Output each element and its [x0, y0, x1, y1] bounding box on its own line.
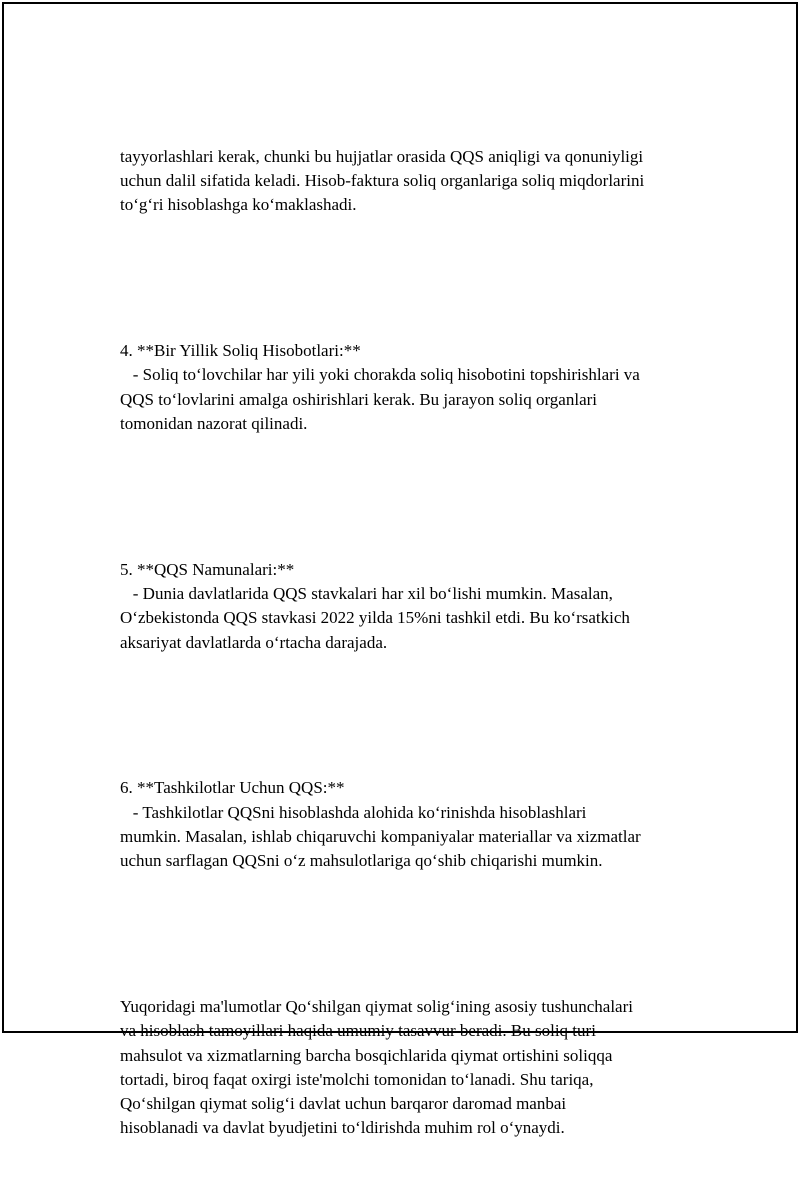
- paragraph-annual-tax-reports: 4. **Bir Yillik Soliq Hisobotlari:** - Soliq to‘lovchilar har yili yoki chorakda soliq hisobotini topshirishlari va QQS to‘lovlarini amalga oshirishlari kerak. Bu jarayon soliq organlari tomonidan nazorat qilinadi.: [120, 340, 640, 433]
- paragraph-conclusion: Yuqoridagi ma'lumotlar Qo‘shilgan qiymat solig‘ining asosiy tushunchalari va hisoblash tamoyillari haqida umumiy tasavvur beradi. Bu soliq turi mahsulot va xizmatlarning barcha bosqichlarida qiymat ortishini soliqqa tortadi, biroq faqat oxirgi iste'molchi tomonidan to‘lanadi. Shu tariqa, Qo‘shilgan qiymat solig‘i davlat uchun barqaror daromad manbai hisoblanadi va davlat byudjetini to‘ldirishda muhim rol o‘ynaydi.: [120, 996, 633, 1138]
- paragraph-gap: [120, 703, 720, 727]
- document-page: [2, 2, 798, 1138]
- paragraph-invoice-continuation: tayyorlashlari kerak, chunki bu hujjatlar orasida QQS aniqligi va qonuniyligi uchun dalil sifatida keladi. Hisob-faktura soliq organlariga soliq miqdorlarini to‘g‘ri hisoblashga ko‘maklashadi.: [120, 146, 645, 215]
- document-body: [120, 96, 720, 1189]
- paragraph-vat-for-organizations: 6. **Tashkilotlar Uchun QQS:** - Tashkilotlar QQSni hisoblashda alohida ko‘rinishda hisoblashlari mumkin. Masalan, ishlab chiqaruvchi kompaniyalar materiallar va xizmatlar uchun sarflagan QQSni o‘z mahsulotlariga qo‘shib chiqarishi mumkin.: [120, 778, 641, 871]
- paragraph-gap: [120, 485, 720, 509]
- paragraph-gap: [120, 922, 720, 946]
- paragraph-vat-examples: 5. **QQS Namunalari:** - Dunia davlatlarida QQS stavkalari har xil bo‘lishi mumkin. Masalan, O‘zbekistonda QQS stavkasi 2022 yilda 15%ni tashkil etdi. Bu ko‘rsatkich aksariyat davlatlarda o‘rtacha darajada.: [120, 559, 630, 652]
- paragraph-gap: [120, 266, 720, 290]
